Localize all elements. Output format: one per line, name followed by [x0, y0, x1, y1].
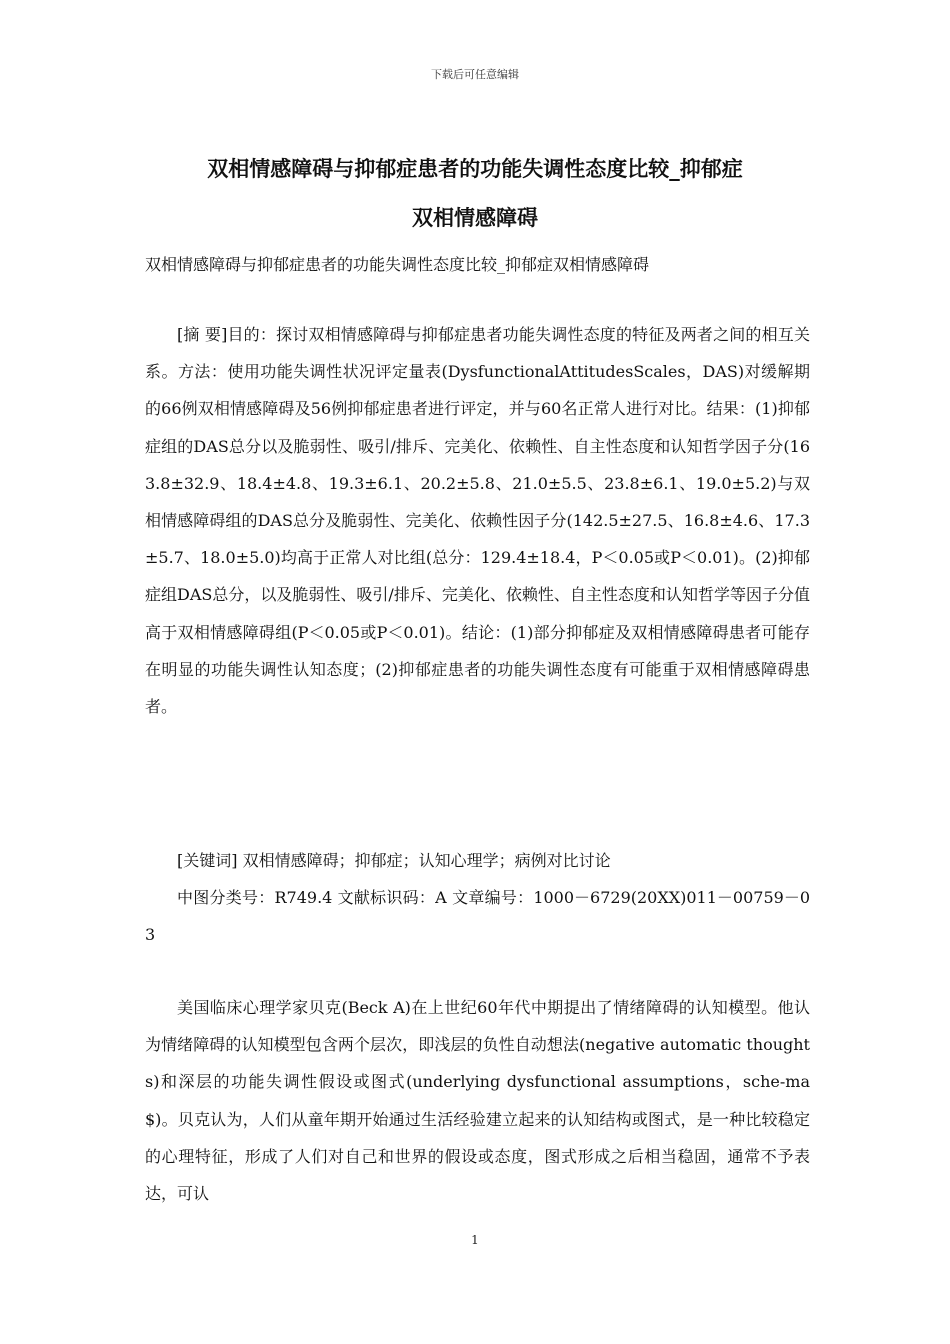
page-header-note: 下载后可任意编辑 — [431, 68, 519, 81]
keywords-paragraph: [关键词] 双相情感障碍；抑郁症；认知心理学；病例对比讨论 — [177, 851, 611, 870]
classification-paragraph: 中图分类号：R749.4 文献标识码：A 文章编号：1000－6729(20XX)011－00759－03 — [145, 888, 810, 945]
document-title-line-2: 双相情感障碍 — [412, 205, 538, 230]
intro-paragraph: 美国临床心理学家贝克(Beck A)在上世纪60年代中期提出了情绪障碍的认知模型。他认为情绪障碍的认知模型包含两个层次，即浅层的负性自动想法(negative automatic thoughts)和深层的功能失调性假设或图式(underlying dysfunctional assumptions，sche-ma$)。贝克认为，人们从童年期开始通过生活经验建立起来的认知结构或图式，是一种比较稳定的心理特征，形成了人们对自己和世界的假设或态度，图式形成之后相当稳固，通常不予表达，可认 — [145, 998, 810, 1204]
document-title-line-1: 双相情感障碍与抑郁症患者的功能失调性态度比较_抑郁症 — [207, 156, 743, 181]
abstract-paragraph: [摘 要]目的：探讨双相情感障碍与抑郁症患者功能失调性态度的特征及两者之间的相互关系。方法：使用功能失调性状况评定量表(DysfunctionalAttitudesScales，DAS)对缓解期的66例双相情感障碍及56例抑郁症患者进行评定，并与60名正常人进行对比。结果：(1)抑郁症组的DAS总分以及脆弱性、吸引/排斥、完美化、依赖性、自主性态度和认知哲学因子分(163.8±32.9、18.4±4.8、19.3±6.1、20.2±5.8、21.0±5.5、23.8±6.1、19.0±5.2)与双相情感障碍组的DAS总分及脆弱性、完美化、依赖性因子分(142.5±27.5、16.8±4.6、17.3±5.7、18.0±5.0)均高于正常人对比组(总分：129.4±18.4，P＜0.05或P＜0.01)。(2)抑郁症组DAS总分，以及脆弱性、吸引/排斥、完美化、依赖性、自主性态度和认知哲学等因子分值高于双相情感障碍组(P＜0.05或P＜0.01)。结论：(1)部分抑郁症及双相情感障碍患者可能存在明显的功能失调性认知态度；(2)抑郁症患者的功能失调性态度有可能重于双相情感障碍患者。 — [145, 325, 810, 717]
document-subtitle: 双相情感障碍与抑郁症患者的功能失调性态度比较_抑郁症双相情感障碍 — [145, 255, 650, 274]
page-number: 1 — [471, 1233, 479, 1247]
